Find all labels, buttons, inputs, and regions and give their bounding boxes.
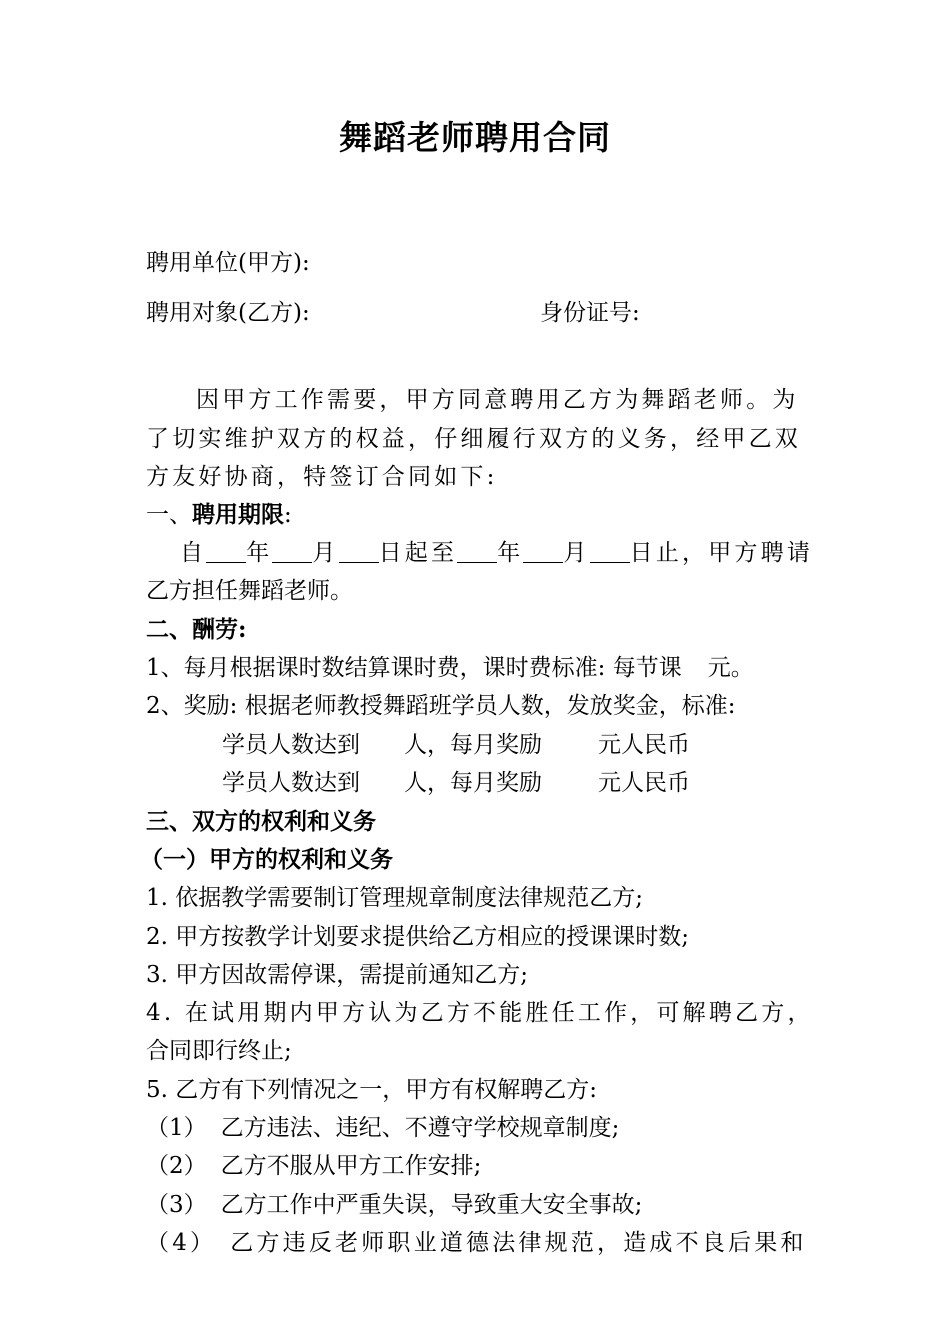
end-month-blank[interactable] [523, 540, 563, 563]
pay-item-2: 2、奖励: 根据老师教授舞蹈班学员人数，发放奖金，标准: [146, 693, 736, 719]
party-a-label: 聘用单位(甲方): [146, 250, 310, 276]
term-part: 日起至 [378, 540, 458, 566]
end-year-blank[interactable] [457, 540, 497, 563]
end-day-blank[interactable] [590, 540, 630, 563]
pay-item-1-unit: 元。 [707, 655, 754, 681]
bonus-row [222, 768, 690, 798]
dismissal-subitem [146, 1228, 807, 1258]
subitem-num: （2） [146, 1153, 207, 1179]
section3-sub1-heading: （一）甲方的权利和义务 [140, 846, 393, 873]
rights-item: 4. 在试用期内甲方认为乙方不能胜任工作，可解聘乙方， [146, 1000, 814, 1026]
subitem-text: 乙方违反老师职业道德法律规范，造成不良后果和 [230, 1230, 807, 1256]
term-part: 月 [312, 540, 339, 566]
bonus-row-a: 学员人数达到 [222, 770, 360, 796]
rights-item: 3. 甲方因故需停课，需提前通知乙方; [146, 962, 529, 988]
term-part: 自 [180, 540, 207, 566]
subitem-text: 乙方不服从甲方工作安排; [220, 1153, 482, 1179]
section3-heading: 三、双方的权利和义务 [146, 808, 376, 835]
subitem-text: 乙方工作中严重失误，导致重大安全事故; [220, 1192, 643, 1218]
dismissal-subitem [146, 1151, 481, 1181]
rights-item: 5. 乙方有下列情况之一，甲方有权解聘乙方: [146, 1077, 598, 1103]
bonus-row [222, 730, 690, 760]
month-blank[interactable] [272, 540, 312, 563]
rights-item: 2. 甲方按教学计划要求提供给乙方相应的授课课时数; [146, 924, 690, 950]
bonus-row-b: 人，每月奖励 [404, 770, 542, 796]
subitem-num: （1） [146, 1115, 207, 1141]
subitem-num: （3） [146, 1192, 207, 1218]
term-part: 日止，甲方聘请 [629, 540, 814, 566]
id-number-label: 身份证号: [540, 300, 640, 326]
dismissal-subitem [146, 1190, 642, 1220]
day-blank[interactable] [339, 540, 379, 563]
pay-item-1 [146, 653, 754, 683]
bonus-row-c: 元人民币 [598, 770, 690, 796]
party-b-label: 聘用对象(乙方): [146, 300, 310, 326]
dismissal-subitem [146, 1113, 619, 1143]
subitem-text: 乙方违法、违纪、不遵守学校规章制度; [220, 1115, 620, 1141]
section1-heading-num: 一、 [146, 502, 192, 528]
subitem-num: （4） [146, 1230, 217, 1256]
intro-line-2: 了切实维护双方的权益，仔细履行双方的义务，经甲乙双 [146, 426, 801, 452]
term-part: 年 [246, 540, 273, 566]
term-part: 年 [497, 540, 524, 566]
term-line-2: 乙方担任舞蹈老师。 [146, 578, 353, 604]
document-title: 舞蹈老师聘用合同 [339, 118, 611, 157]
section1-heading-text: 聘用期限 [192, 501, 284, 528]
bonus-row-a: 学员人数达到 [222, 732, 360, 758]
rights-item: 1. 依据教学需要制订管理规章制度法律规范乙方; [146, 885, 644, 911]
rights-item: 合同即行终止; [146, 1038, 292, 1064]
intro-line-1: 因甲方工作需要，甲方同意聘用乙方为舞蹈老师。为 [196, 387, 799, 413]
bonus-row-c: 元人民币 [598, 732, 690, 758]
year-blank[interactable] [206, 540, 246, 563]
pay-item-1-text: 1、每月根据课时数结算课时费，课时费标准: 每节课 [146, 655, 682, 681]
bonus-row-b: 人，每月奖励 [404, 732, 542, 758]
term-line [180, 538, 813, 568]
section2-heading: 二、酬劳: [146, 616, 247, 643]
intro-line-3: 方友好协商，特签订合同如下: [146, 464, 498, 490]
section1-heading [146, 500, 292, 530]
section1-heading-colon: : [284, 502, 292, 528]
term-part: 月 [563, 540, 590, 566]
